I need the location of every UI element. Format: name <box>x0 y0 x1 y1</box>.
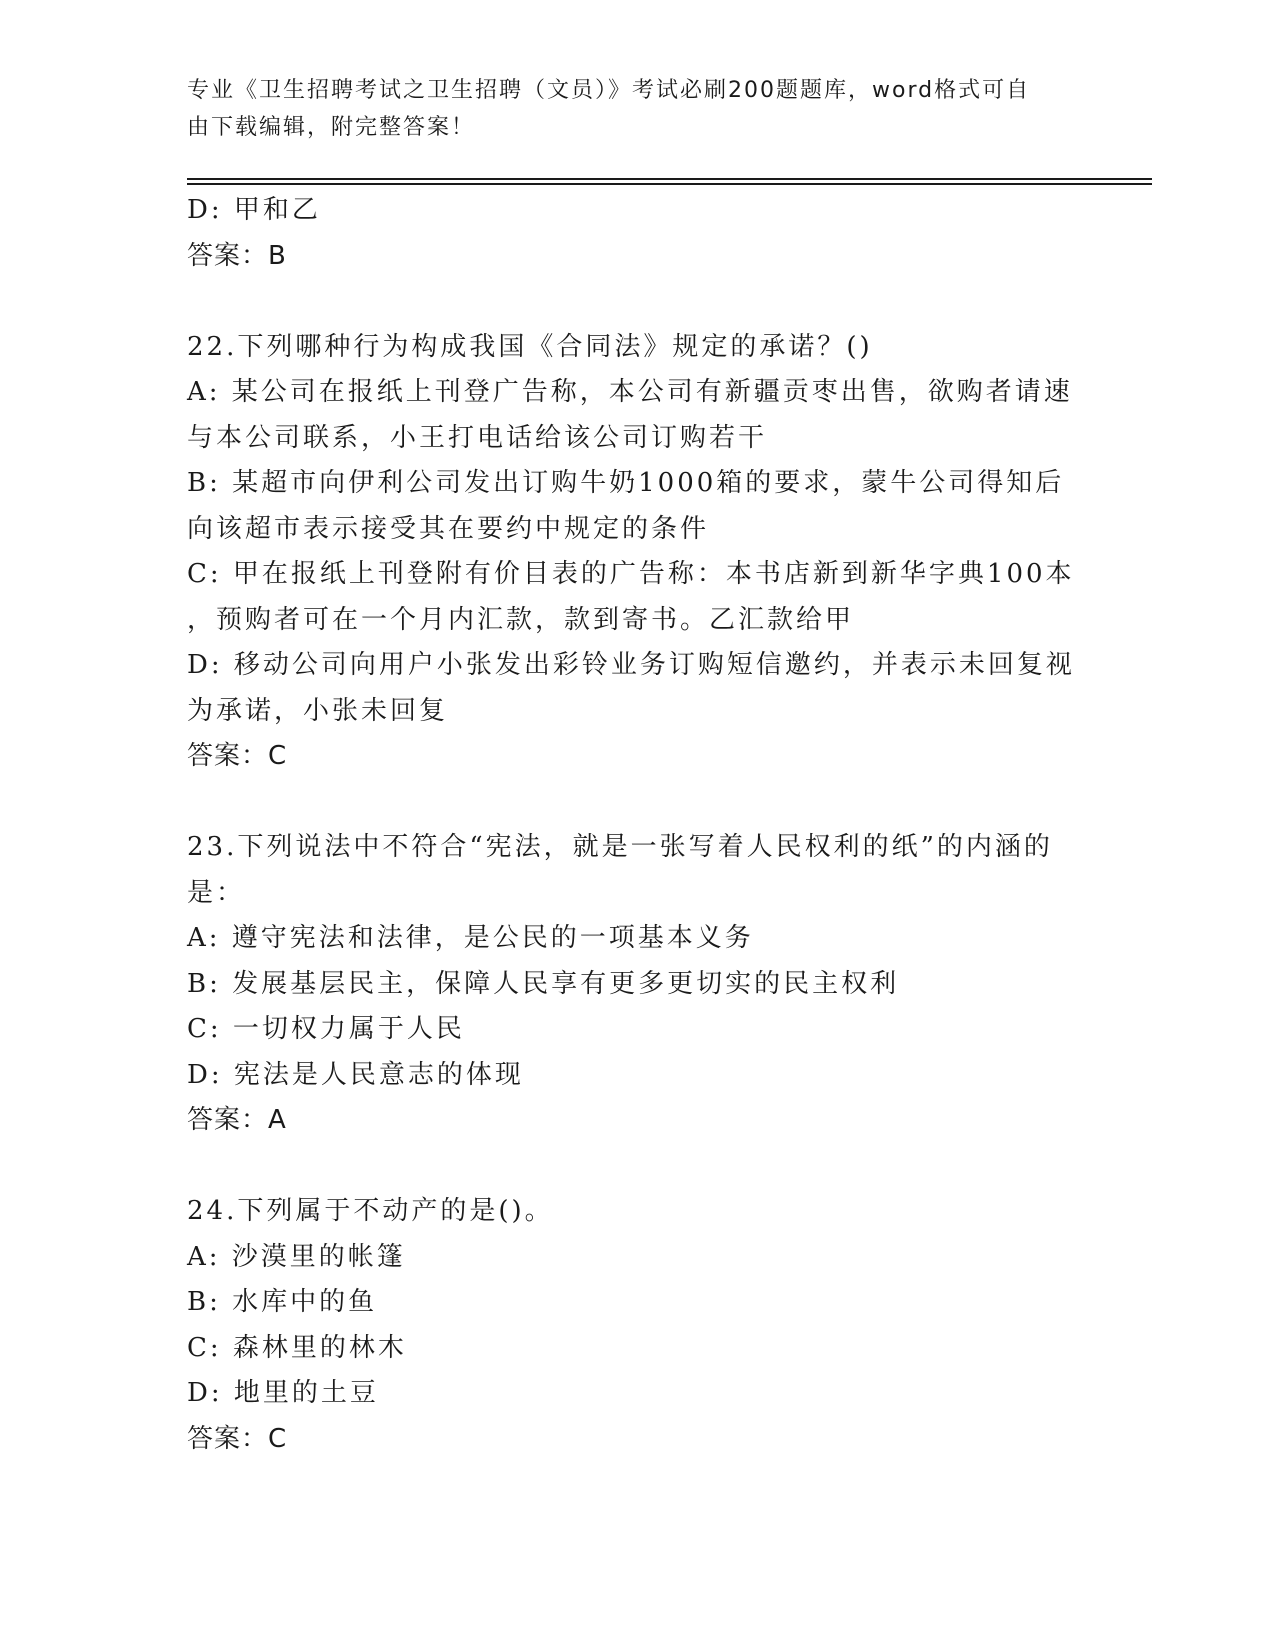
question-22-option-d-cont: 为承诺，小张未回复 <box>187 695 449 726</box>
question-23 <box>187 825 1087 1144</box>
question-24-option-a: A: 沙漠里的帐篷 <box>187 1241 406 1272</box>
question-22-option-b-cont: 向该超市表示接受其在要约中规定的条件 <box>187 513 710 544</box>
question-24-stem: 24.下列属于不动产的是()。 <box>187 1196 554 1226</box>
question-23-option-d: D: 宪法是人民意志的体现 <box>187 1059 524 1090</box>
header-line-2: 由下载编辑，附完整答案！ <box>187 115 476 140</box>
question-23-option-c: C: 一切权力属于人民 <box>187 1014 465 1044</box>
page-header <box>187 72 1067 146</box>
question-22-option-c: C: 甲在报纸上刊登附有价目表的广告称：本书店新到新华字典100本 <box>187 559 1075 589</box>
question-22-answer: 答案：C <box>187 741 288 771</box>
question-23-option-b: B: 发展基层民主，保障人民享有更多更切实的民主权利 <box>187 968 900 999</box>
question-22-option-b: B: 某超市向伊利公司发出订购牛奶1000箱的要求，蒙牛公司得知后 <box>187 468 1065 498</box>
spacer <box>187 279 1087 325</box>
question-24-option-c: C: 森林里的林木 <box>187 1332 407 1363</box>
spacer <box>187 1144 1087 1190</box>
question-24 <box>187 1189 1087 1462</box>
fragment-answer: 答案：B <box>187 240 287 271</box>
question-24-option-b: B: 水库中的鱼 <box>187 1287 378 1317</box>
question-23-stem-cont: 是： <box>187 877 246 908</box>
question-22 <box>187 325 1087 780</box>
question-24-answer: 答案：C <box>187 1423 288 1454</box>
question-22-option-a: A: 某公司在报纸上刊登广告称，本公司有新疆贡枣出售，欲购者请速 <box>187 377 1073 407</box>
header-divider-top <box>187 178 1152 180</box>
question-22-option-c-cont: ，预购者可在一个月内汇款，款到寄书。乙汇款给甲 <box>187 604 855 635</box>
question-body <box>187 188 1087 1462</box>
header-line-1: 专业《卫生招聘考试之卫生招聘（文员）》考试必刷200题题库，word格式可自 <box>187 78 1031 103</box>
question-22-option-a-cont: 与本公司联系，小王打电话给该公司订购若干 <box>187 422 768 453</box>
fragment-option-d: D: 甲和乙 <box>187 195 321 225</box>
question-22-stem: 22.下列哪种行为构成我国《合同法》规定的承诺？() <box>187 331 873 362</box>
question-22-option-d: D: 移动公司向用户小张发出彩铃业务订购短信邀约，并表示未回复视 <box>187 650 1075 680</box>
spacer <box>187 780 1087 826</box>
question-23-answer: 答案：A <box>187 1105 287 1135</box>
question-24-option-d: D: 地里的土豆 <box>187 1378 379 1408</box>
header-divider-bottom <box>187 183 1152 185</box>
question-23-stem: 23.下列说法中不符合“宪法，就是一张写着人民权利的纸”的内涵的 <box>187 832 1053 862</box>
question-23-option-a: A: 遵守宪法和法律，是公民的一项基本义务 <box>187 923 754 953</box>
